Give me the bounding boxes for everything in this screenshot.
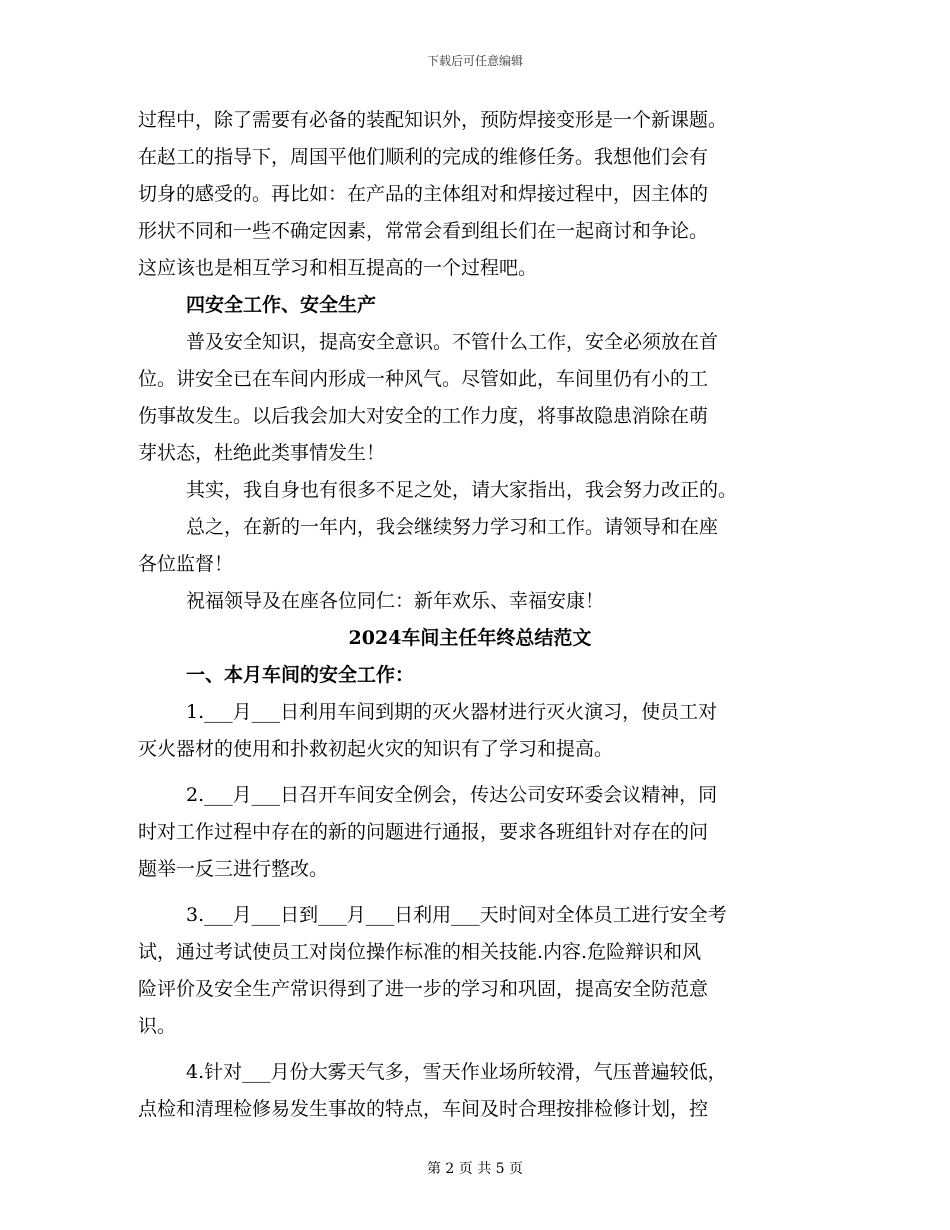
- body-line: 伤事故发生。以后我会加大对安全的工作力度，将事故隐患消除在萌: [138, 405, 709, 427]
- list-item: 4.针对___月份大雾天气多，雪天作业场所较滑，气压普遍较低，: [186, 1061, 727, 1083]
- body-line: 这应该也是相互学习和相互提高的一个过程吧。: [138, 257, 538, 279]
- body-line: 时对工作过程中存在的新的问题进行通报，要求各班组针对存在的问: [138, 821, 709, 843]
- list-item: 3.___月___日到___月___日利用___天时间对全体员工进行安全考: [186, 904, 727, 926]
- body-line: 各位监督！: [138, 553, 234, 575]
- body-line: 芽状态，杜绝此类事情发生！: [138, 442, 386, 464]
- body-line: 切身的感受的。再比如：在产品的主体组对和焊接过程中，因主体的: [138, 183, 709, 205]
- document-title: 2024车间主任年终总结范文: [348, 627, 592, 649]
- section-heading: 一、本月车间的安全工作：: [186, 664, 415, 686]
- page-number-footer: 第 2 页 共 5 页: [426, 1161, 524, 1177]
- body-line: 位。讲安全已在车间内形成一种风气。尽管如此，车间里仍有小的工: [138, 368, 709, 390]
- body-line: 总之，在新的一年内，我会继续努力学习和工作。请领导和在座: [186, 516, 719, 538]
- body-line: 普及安全知识，提高安全意识。不管什么工作，安全必须放在首: [186, 331, 719, 353]
- body-line: 过程中，除了需要有必备的装配知识外，预防焊接变形是一个新课题。: [138, 109, 728, 131]
- list-item: 1.___月___日利用车间到期的灭火器材进行灭火演习，使员工对: [186, 701, 718, 723]
- document-body: [138, 102, 802, 1128]
- list-item: 2.___月___日召开车间安全例会，传达公司安环委会议精神，同: [186, 784, 718, 806]
- page-header: 下载后可任意编辑: [426, 54, 523, 68]
- body-line: 祝福领导及在座各位同仁：新年欢乐、幸福安康！: [186, 590, 605, 612]
- body-line: 识。: [138, 1015, 177, 1037]
- body-line: 灭火器材的使用和扑救初起火灾的知识有了学习和提高。: [138, 738, 614, 760]
- section-heading: 四安全工作、安全生产: [186, 294, 377, 316]
- body-line: 点检和清理检修易发生事故的特点，车间及时合理按排检修计划，控: [138, 1098, 709, 1120]
- body-line: 其实，我自身也有很多不足之处，请大家指出，我会努力改正的。: [186, 479, 738, 501]
- body-line: 险评价及安全生产常识得到了进一步的学习和巩固，提高安全防范意: [138, 978, 709, 1000]
- body-line: 形状不同和一些不确定因素，常常会看到组长们在一起商讨和争论。: [138, 220, 709, 242]
- body-line: 在赵工的指导下，周国平他们顺利的完成的维修任务。我想他们会有: [138, 146, 709, 168]
- body-line: 试，通过考试使员工对岗位操作标准的相关技能.内容.危险辩识和风: [138, 941, 702, 963]
- body-line: 题举一反三进行整改。: [138, 858, 329, 880]
